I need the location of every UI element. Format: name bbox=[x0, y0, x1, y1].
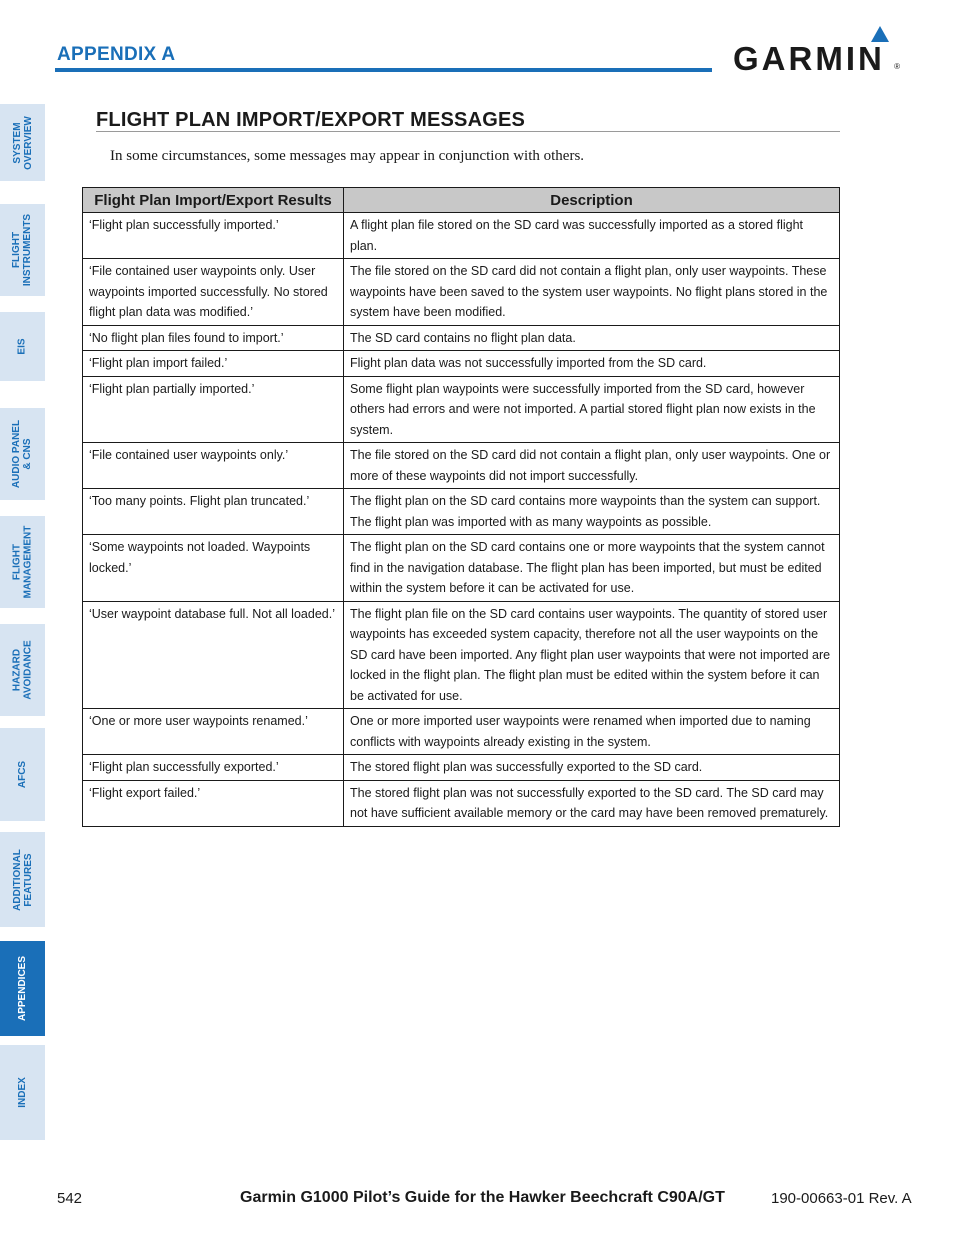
description-cell: Flight plan data was not successfully imported from the SD card. bbox=[344, 351, 840, 377]
side-tab-label: EIS bbox=[17, 338, 28, 355]
side-tab-label: AUDIO PANEL & CNS bbox=[11, 419, 34, 489]
table-row bbox=[83, 755, 840, 781]
side-tab-label: SYSTEM OVERVIEW bbox=[11, 115, 34, 170]
result-message-cell: ‘No flight plan files found to import.’ bbox=[83, 325, 344, 351]
side-tab[interactable] bbox=[0, 941, 45, 1036]
result-message-cell: ‘Flight plan partially imported.’ bbox=[83, 376, 344, 443]
result-message-cell: ‘Some waypoints not loaded. Waypoints locked.’ bbox=[83, 535, 344, 602]
page-number: 542 bbox=[57, 1190, 83, 1207]
table-row bbox=[83, 213, 840, 259]
appendix-heading: APPENDIX A bbox=[57, 44, 176, 65]
description-cell: The stored flight plan was not successfully exported to the SD card. The SD card may not have sufficient available memory or the card may have been removed prematurely. bbox=[344, 780, 840, 826]
description-cell: The SD card contains no flight plan data. bbox=[344, 325, 840, 351]
description-cell: The stored flight plan was successfully exported to the SD card. bbox=[344, 755, 840, 781]
column-header-description: Description bbox=[344, 188, 840, 213]
table-row bbox=[83, 489, 840, 535]
side-tab-label: HAZARD AVOIDANCE bbox=[11, 640, 34, 700]
messages-table bbox=[82, 187, 840, 827]
side-tab-label: AFCS bbox=[16, 760, 28, 789]
side-tab[interactable] bbox=[0, 832, 45, 927]
result-message-cell: ‘Flight plan import failed.’ bbox=[83, 351, 344, 377]
side-tab[interactable] bbox=[0, 624, 45, 716]
description-cell: The flight plan on the SD card contains more waypoints than the system can support. The flight plan was imported with as many waypoints as possible. bbox=[344, 489, 840, 535]
table-row bbox=[83, 601, 840, 709]
description-cell: Some flight plan waypoints were successfully imported from the SD card, however others had errors and were not imported. A partial stored flight plan now exists in the system. bbox=[344, 376, 840, 443]
result-message-cell: ‘Flight export failed.’ bbox=[83, 780, 344, 826]
side-tab-label: FLIGHT INSTRUMENTS bbox=[11, 213, 34, 287]
description-cell: The flight plan file on the SD card contains user waypoints. The quantity of stored user waypoints has exceeded system capacity, therefore not all the user waypoints on the SD card have been imported. Any flight plan user waypoints that were not imported are locked in the flight plan. The flight plan must be edited within the system before it can be activated for use. bbox=[344, 601, 840, 709]
side-tab-label: INDEX bbox=[17, 1077, 28, 1108]
result-message-cell: ‘Too many points. Flight plan truncated.’ bbox=[83, 489, 344, 535]
side-tab[interactable] bbox=[0, 312, 45, 381]
section-rule bbox=[96, 131, 840, 132]
registered-mark: ® bbox=[894, 62, 900, 71]
description-cell: The file stored on the SD card did not contain a flight plan, only user waypoints. These waypoints have been saved to the system user waypoints. No flight plans stored in the system have been modified. bbox=[344, 259, 840, 326]
document-number: 190-00663-01 Rev. A bbox=[771, 1190, 912, 1207]
table-row bbox=[83, 325, 840, 351]
description-cell: A flight plan file stored on the SD card was successfully imported as a stored flight plan. bbox=[344, 213, 840, 259]
table-row bbox=[83, 443, 840, 489]
result-message-cell: ‘File contained user waypoints only. User waypoints imported successfully. No stored flight plan data was modified.’ bbox=[83, 259, 344, 326]
side-tab-label: FLIGHT MANAGEMENT bbox=[11, 525, 34, 599]
side-tab-label: ADDITIONAL FEATURES bbox=[11, 848, 34, 911]
result-message-cell: ‘One or more user waypoints renamed.’ bbox=[83, 709, 344, 755]
table-row bbox=[83, 376, 840, 443]
section-title: FLIGHT PLAN IMPORT/EXPORT MESSAGES bbox=[96, 109, 526, 131]
intro-paragraph: In some circumstances, some messages may appear in conjunction with others. bbox=[110, 148, 585, 164]
column-header-results: Flight Plan Import/Export Results bbox=[83, 188, 344, 213]
side-tab-label: APPENDICES bbox=[17, 955, 29, 1022]
side-tab[interactable] bbox=[0, 204, 45, 296]
garmin-logo bbox=[733, 26, 898, 76]
result-message-cell: ‘User waypoint database full. Not all loaded.’ bbox=[83, 601, 344, 709]
result-message-cell: ‘Flight plan successfully imported.’ bbox=[83, 213, 344, 259]
header-rule bbox=[55, 68, 712, 72]
side-tab[interactable] bbox=[0, 1045, 45, 1140]
result-message-cell: ‘File contained user waypoints only.’ bbox=[83, 443, 344, 489]
description-cell: The flight plan on the SD card contains one or more waypoints that the system cannot find in the navigation database. The flight plan has been imported, but must be edited within the system before it can be activated for use. bbox=[344, 535, 840, 602]
description-cell: The file stored on the SD card did not contain a flight plan, only user waypoints. One or more of these waypoints did not import successfully. bbox=[344, 443, 840, 489]
table-header-row bbox=[83, 188, 840, 213]
side-tab[interactable] bbox=[0, 728, 45, 821]
side-tab[interactable] bbox=[0, 408, 45, 500]
result-message-cell: ‘Flight plan successfully exported.’ bbox=[83, 755, 344, 781]
table-row bbox=[83, 535, 840, 602]
side-tab[interactable] bbox=[0, 104, 45, 181]
footer-title: Garmin G1000 Pilot’s Guide for the Hawker Beechcraft C90A/GT bbox=[240, 1189, 725, 1206]
table-row bbox=[83, 351, 840, 377]
description-cell: One or more imported user waypoints were renamed when imported due to naming conflicts with waypoints already existing in the system. bbox=[344, 709, 840, 755]
table-row bbox=[83, 259, 840, 326]
table-row bbox=[83, 780, 840, 826]
garmin-logo-text: GARMIN bbox=[733, 40, 885, 77]
table-row bbox=[83, 709, 840, 755]
side-tab[interactable] bbox=[0, 516, 45, 608]
